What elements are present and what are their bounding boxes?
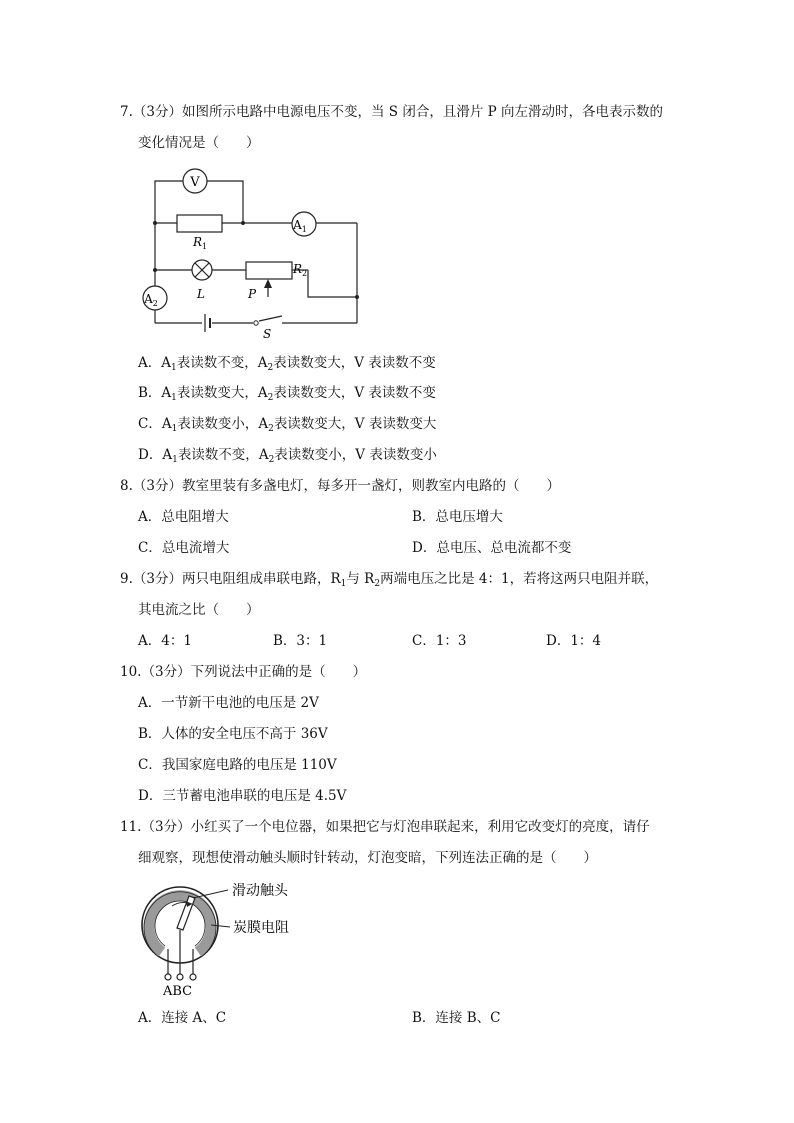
q11-option-a[interactable]: A．连接 A、C xyxy=(138,1010,227,1026)
q7-stem-line2: 变化情况是（ ） xyxy=(138,135,260,151)
a1-subscript: 1 xyxy=(172,455,178,465)
r1-label: R xyxy=(193,235,203,249)
option-letter: B． xyxy=(138,385,162,401)
q9-stem-text: 两端电压之比是 4：1，若将这两只电阻并联， xyxy=(380,571,659,587)
q8-option-d[interactable]: D．总电压、总电流都不变 xyxy=(412,540,572,556)
option-text: 表读数不变， xyxy=(177,447,259,463)
q8-option-c[interactable]: C．总电流增大 xyxy=(138,540,230,556)
a2-subscript: 2 xyxy=(268,455,275,465)
terminal-labels: ABC xyxy=(163,984,193,999)
q8-stem-text: 教室里装有多盏电灯，每多开一盏灯，则教室内电路的（ ） xyxy=(181,478,560,494)
a2-symbol: A xyxy=(258,447,269,463)
sliding-contact-label: 滑动触头 xyxy=(232,883,288,899)
option-text: 表读数变小， xyxy=(177,416,259,432)
ammeter-a1-sub: 1 xyxy=(301,225,307,234)
q10-number: 10. xyxy=(120,664,142,680)
q11-option-b[interactable]: B．连接 B、C xyxy=(412,1010,501,1026)
q9-score: （3分） xyxy=(132,571,182,587)
lamp-label: L xyxy=(197,287,205,301)
q7-score: （3分） xyxy=(132,104,182,120)
a1-symbol: A xyxy=(161,355,171,371)
q9-number: 9. xyxy=(120,571,133,587)
q9-option-a[interactable]: A．4：1 xyxy=(138,633,192,649)
q10-stem-text: 下列说法中正确的是（ ） xyxy=(190,664,367,680)
carbon-film-label: 炭膜电阻 xyxy=(233,920,289,936)
a1-symbol: A xyxy=(161,385,172,401)
q9-stem-text: 两只电阻组成串联电路，R xyxy=(181,571,341,587)
q10-option-c[interactable]: C．我国家庭电路的电压是 110V xyxy=(138,757,337,773)
q11-stem-line2: 细观察，现想使滑动触头顺时针转动，灯泡变暗，下列连法正确的是（ ） xyxy=(138,850,597,866)
a2-subscript: 2 xyxy=(267,393,274,403)
option-text: 表读数变大，V 表读数变大 xyxy=(273,416,437,432)
q9-r1-subscript: 1 xyxy=(340,579,347,589)
voltmeter-label: V xyxy=(190,175,200,190)
q9-stem-line2: 其电流之比（ ） xyxy=(138,602,260,618)
ammeter-a2-label: A xyxy=(144,292,153,306)
a1-subscript: 1 xyxy=(171,424,178,434)
q8-option-a[interactable]: A．总电阻增大 xyxy=(138,509,229,525)
q7-number: 7. xyxy=(120,104,133,120)
option-text: 表读数变大，V 表读数不变 xyxy=(273,355,436,371)
q8-option-b[interactable]: B．总电压增大 xyxy=(412,509,503,525)
r1-sub: 1 xyxy=(202,242,208,251)
a1-subscript: 1 xyxy=(171,393,177,403)
q9-stem-text: 与 R xyxy=(346,571,375,587)
ammeter-a1-label: A xyxy=(293,218,302,232)
q8-score: （3分） xyxy=(132,478,182,494)
a2-symbol: A xyxy=(258,416,269,432)
ammeter-a2-sub: 2 xyxy=(152,299,158,308)
option-text: 表读数不变， xyxy=(176,355,258,371)
option-text: 表读数变大，V 表读数不变 xyxy=(273,385,436,401)
a1-symbol: A xyxy=(162,447,173,463)
q10-option-b[interactable]: B．人体的安全电压不高于 36V xyxy=(138,726,328,742)
q9-option-b[interactable]: B．3：1 xyxy=(273,633,328,649)
a2-symbol: A xyxy=(257,385,268,401)
option-letter: D． xyxy=(138,447,163,463)
a2-symbol: A xyxy=(257,355,268,371)
q10-score: （3分） xyxy=(141,664,191,680)
q10-option-d[interactable]: D．三节蓄电池串联的电压是 4.5V xyxy=(138,788,347,804)
option-letter: A． xyxy=(138,355,162,371)
q9-r2-subscript: 2 xyxy=(374,579,381,589)
switch-label: S xyxy=(263,327,272,341)
q11-number: 11. xyxy=(120,819,142,835)
q11-score: （3分） xyxy=(141,819,191,835)
q11-stem-text: 小红买了一个电位器，如果把它与灯泡串联起来，利用它改变灯的亮度，请仔 xyxy=(190,819,650,835)
option-text: 表读数变小，V 表读数变小 xyxy=(274,447,437,463)
q7-stem-text: 如图所示电路中电源电压不变，当 S 闭合，且滑片 P 向左滑动时，各电表示数的 xyxy=(181,104,663,120)
q9-option-d[interactable]: D．1：4 xyxy=(546,633,602,649)
q10-option-a[interactable]: A．一节新干电池的电压是 2V xyxy=(138,695,319,711)
option-text: 表读数变大， xyxy=(176,385,258,401)
r2-label: R xyxy=(293,262,303,276)
slider-label: P xyxy=(248,287,257,301)
a2-subscript: 2 xyxy=(268,424,274,434)
a1-subscript: 1 xyxy=(171,363,177,373)
option-letter: C． xyxy=(138,416,162,432)
a1-symbol: A xyxy=(161,416,172,432)
r2-sub: 2 xyxy=(302,269,308,278)
a2-subscript: 2 xyxy=(267,363,274,373)
q9-option-c[interactable]: C．1：3 xyxy=(412,633,467,649)
q8-number: 8. xyxy=(120,478,133,494)
